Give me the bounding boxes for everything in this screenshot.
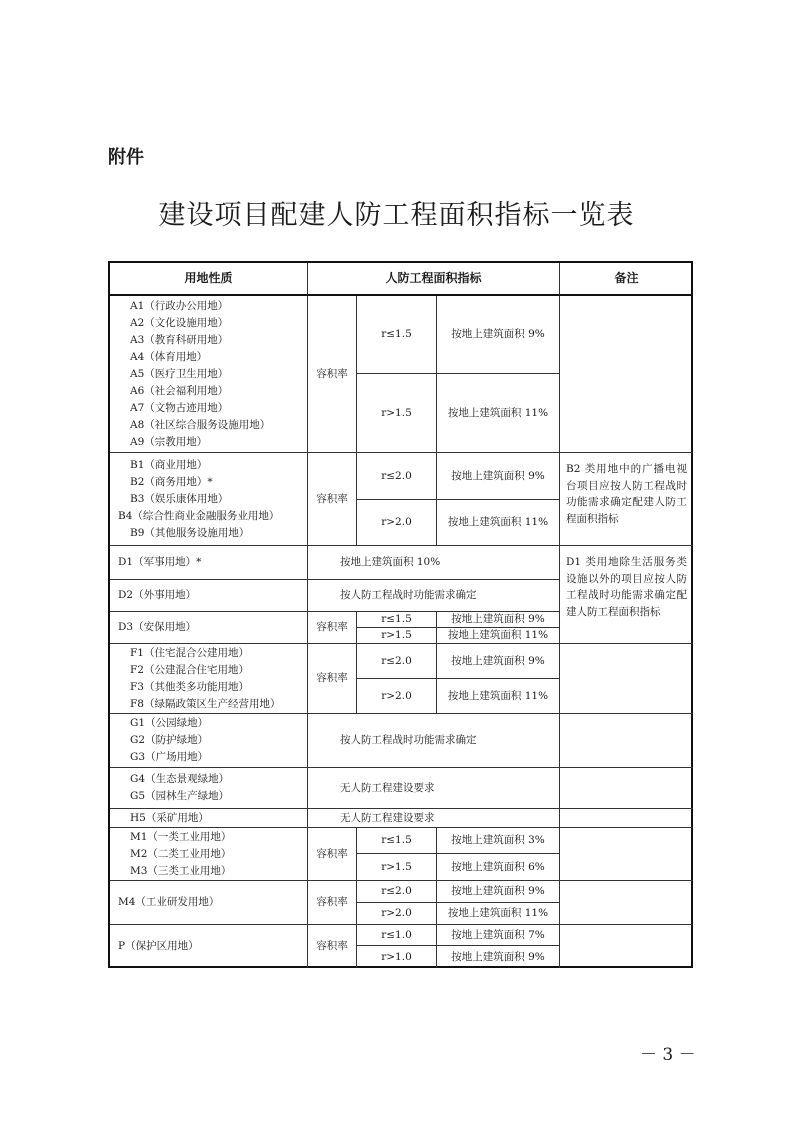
ratio-cell: r≤1.0	[357, 925, 437, 946]
note-cell-empty	[560, 768, 693, 809]
land-cell-a	[110, 296, 308, 453]
land-item: M3（三类工业用地）	[130, 864, 232, 877]
note-cell-empty	[560, 714, 693, 768]
index-cell: 按地上建筑面积 9%	[437, 644, 560, 679]
metric-cell: 容积率	[308, 925, 357, 968]
ratio-cell: r>2.0	[357, 903, 437, 925]
index-cell: 按地上建筑面积 7%	[437, 925, 560, 946]
land-item: A5（医疗卫生用地）	[130, 367, 229, 380]
land-item: A8（社区综合服务设施用地）	[130, 418, 271, 431]
land-item: F3（其他类多功能用地）	[130, 680, 249, 693]
land-item: M2（二类工业用地）	[130, 847, 232, 860]
land-cell-g4	[110, 768, 308, 809]
land-cell-m	[110, 828, 308, 881]
land-cell-p: P（保护区用地）	[110, 925, 308, 968]
attachment-label: 附件	[108, 147, 144, 168]
metric-cell: 容积率	[308, 296, 357, 453]
ratio-cell: r>1.5	[357, 628, 437, 644]
metric-cell: 容积率	[308, 453, 357, 546]
ratio-cell: r>1.0	[357, 946, 437, 968]
indicator-table	[108, 261, 693, 968]
ratio-cell: r≤1.5	[357, 828, 437, 854]
index-cell-g1: 按人防工程战时功能需求确定	[308, 714, 560, 768]
note-cell-empty	[560, 881, 693, 925]
land-cell-g1	[110, 714, 308, 768]
index-cell: 按地上建筑面积 11%	[437, 903, 560, 925]
land-item: A9（宗教用地）	[130, 435, 208, 448]
land-cell-d3: D3（安保用地）	[110, 612, 308, 644]
metric-cell: 容积率	[308, 612, 357, 644]
land-item: A6（社会福利用地）	[130, 384, 229, 397]
land-cell-f	[110, 644, 308, 714]
ratio-cell: r>1.5	[357, 374, 437, 453]
land-cell-d2: D2（外事用地）	[110, 580, 308, 612]
ratio-cell: r>1.5	[357, 854, 437, 881]
ratio-cell: r≤2.0	[357, 644, 437, 679]
note-cell-empty	[560, 925, 693, 968]
column-header-index: 人防工程面积指标	[308, 263, 560, 296]
note-cell-empty	[560, 809, 693, 828]
land-item: F8（绿隔政策区生产经营用地）	[130, 697, 281, 710]
index-cell: 按地上建筑面积 6%	[437, 854, 560, 881]
index-cell: 按地上建筑面积 11%	[437, 500, 560, 546]
page-number: － 3 －	[640, 1045, 696, 1065]
land-item: B1（商业用地）	[130, 458, 208, 471]
note-cell-empty	[560, 828, 693, 881]
land-item: G1（公园绿地）	[130, 717, 209, 729]
column-header-note: 备注	[560, 263, 693, 296]
index-cell: 按地上建筑面积 11%	[437, 628, 560, 644]
land-cell-b	[110, 453, 308, 546]
index-cell: 按地上建筑面积 11%	[437, 679, 560, 714]
index-cell: 按地上建筑面积 3%	[437, 828, 560, 854]
note-b2: B2 类用地中的广播电视台项目应按人防工程战时功能需求确定配建人防工程面积指标	[560, 453, 693, 546]
index-cell: 按地上建筑面积 9%	[437, 612, 560, 628]
land-item: A7（文物古迹用地）	[130, 401, 229, 414]
document-title: 建设项目配建人防工程面积指标一览表	[158, 200, 635, 231]
land-item: A1（行政办公用地）	[130, 299, 229, 312]
index-cell: 按地上建筑面积 9%	[437, 453, 560, 500]
index-cell-h: 无人防工程建设要求	[308, 809, 560, 828]
land-cell-m4: M4（工业研发用地）	[110, 881, 308, 925]
land-item: B4（综合性商业金融服务业用地）	[118, 509, 280, 522]
ratio-cell: r>2.0	[357, 679, 437, 714]
ratio-cell: r>2.0	[357, 500, 437, 546]
note-d1: D1 类用地除生活服务类设施以外的项目应按人防工程战时功能需求确定配建人防工程面积指标	[560, 546, 693, 644]
metric-cell: 容积率	[308, 644, 357, 714]
land-item: A4（体育用地）	[130, 350, 208, 363]
land-item: B3（娱乐康体用地）	[130, 492, 229, 505]
land-item: G5（园林生产绿地）	[130, 790, 230, 802]
note-cell-empty	[560, 644, 693, 714]
land-item: G4（生态景观绿地）	[130, 773, 230, 785]
land-item: A2（文化设施用地）	[130, 316, 229, 329]
index-cell: 按地上建筑面积 9%	[437, 881, 560, 903]
ratio-cell: r≤1.5	[357, 612, 437, 628]
index-cell-d1: 按地上建筑面积 10%	[308, 546, 560, 580]
index-cell-d2: 按人防工程战时功能需求确定	[308, 580, 560, 612]
ratio-cell: r≤2.0	[357, 881, 437, 903]
land-item: F1（住宅混合公建用地）	[130, 646, 249, 659]
land-item: F2（公建混合住宅用地）	[130, 663, 249, 676]
index-cell: 按地上建筑面积 9%	[437, 296, 560, 374]
index-cell-g4: 无人防工程建设要求	[308, 768, 560, 809]
land-cell-h: H5（采矿用地）	[110, 809, 308, 828]
land-item: M1（一类工业用地）	[130, 830, 232, 843]
index-cell: 按地上建筑面积 11%	[437, 374, 560, 453]
column-header-land: 用地性质	[110, 263, 308, 296]
land-item: B2（商务用地）*	[130, 475, 213, 488]
land-item: A3（教育科研用地）	[130, 333, 229, 346]
land-item: G3（广场用地）	[130, 751, 209, 763]
note-cell-empty	[560, 296, 693, 453]
land-cell-d1: D1（军事用地）*	[110, 546, 308, 580]
metric-cell: 容积率	[308, 828, 357, 881]
index-cell: 按地上建筑面积 9%	[437, 946, 560, 968]
land-item: G2（防护绿地）	[130, 734, 209, 746]
ratio-cell: r≤2.0	[357, 453, 437, 500]
ratio-cell: r≤1.5	[357, 296, 437, 374]
land-item: B9（其他服务设施用地）	[130, 526, 250, 539]
metric-cell: 容积率	[308, 881, 357, 925]
